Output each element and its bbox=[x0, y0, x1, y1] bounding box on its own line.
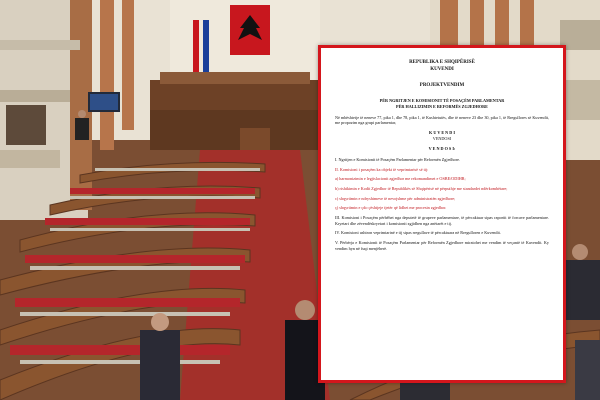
doc-title-line-2: PËR HALLIZIMIN E REFORMËS ZGJEDHORE bbox=[396, 103, 488, 109]
doc-decided-intro: VENDOSI bbox=[432, 135, 452, 141]
doc-point-5: V. Përbërja e Komisionit të Posaçëm Parlamentar për Reformën Zgjedhore miratohet me vendim të veçantë të Kuvendit. Ky vendim hyn në fuqi menjëherë. bbox=[335, 240, 549, 251]
doc-point-3: III. Komisioni i Posaçëm përbëhet nga deputetë të grupeve parlamentare, të përcaktuar sipas raportit të forcave parlamentare. Kryetari dhe zëvendëskryetari i komisionit zgjidhen nga anëtarët e tij. bbox=[335, 214, 549, 226]
doc-point-2-red: II. Komisioni i posaçëm ka objekt të veprimtarisë së tij: bbox=[335, 166, 429, 172]
doc-red-item: a) harmonizimin e legjislacionit zgjedhor me rekomandimet e OSBE/ODIHR; bbox=[335, 176, 466, 182]
draft-decision-document bbox=[318, 45, 566, 383]
doc-title-line-1: PËR NGRITJEN E KOMISIONIT TË POSAÇËM PARLAMENTAR bbox=[379, 98, 505, 104]
doc-header-republic: REPUBLIKA E SHQIPËRISË bbox=[409, 60, 475, 65]
doc-red-item: c) shqyrtimin e ndryshimeve të nevojshme për administratën zgjedhore; bbox=[335, 195, 456, 201]
albanian-flag-icon bbox=[193, 20, 199, 75]
doc-point-1: I. Ngritjen e Komisionit të Posaçëm Parlamentar për Reformën Zgjedhore. bbox=[335, 156, 461, 162]
doc-type: PROJEKTVENDIM bbox=[419, 82, 465, 88]
doc-section-title: V E N D O S I: bbox=[428, 146, 456, 152]
doc-preamble: Në mbështetje të neneve 77, pika 1, dhe 78, pika 1, të Kushtetutës, dhe të neneve 23 dhe 30, pika 1, të Rregullores së Kuvendit, me propozim nga grupi parlamentar, bbox=[335, 114, 549, 126]
eu-flag-icon bbox=[203, 20, 209, 75]
doc-assembly-heading: K U V E N D I bbox=[429, 129, 455, 135]
doc-point-4: IV. Komisioni ushtron veprimtarinë e tij sipas rregullave të përcaktuara në Rregulloren e Kuvendit. bbox=[335, 230, 501, 236]
doc-red-item: ç) shqyrtimin e çdo çështjeje tjetër që lidhet me procesin zgjedhor. bbox=[335, 205, 447, 211]
doc-header-assembly: KUVENDI bbox=[430, 66, 454, 72]
doc-red-item: b) rishikimin e Kodit Zgjedhor të Republikës së Shqipërisë në përputhje me standardet ndërkombëtare; bbox=[335, 185, 508, 191]
